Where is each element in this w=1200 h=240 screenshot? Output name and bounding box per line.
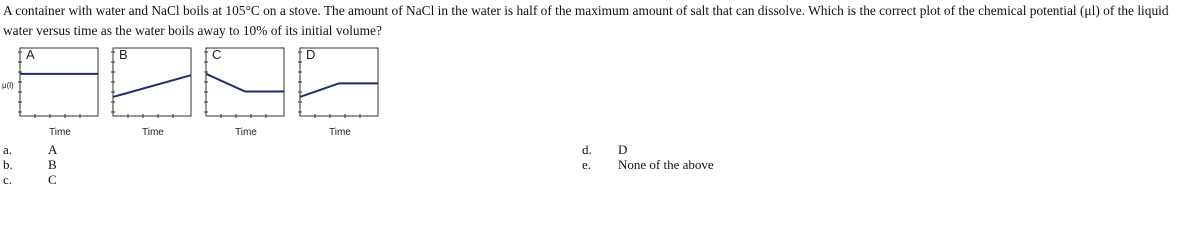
plot-panel-a	[18, 47, 98, 138]
panel-label: C	[212, 47, 222, 62]
option-letter: a.	[3, 142, 13, 157]
option-a[interactable]	[3, 142, 12, 158]
option-a-text: A	[48, 142, 58, 157]
x-axis-title: Time	[235, 127, 257, 138]
option-b-text: B	[48, 157, 57, 172]
panel-label: D	[306, 47, 316, 62]
panel-label: B	[119, 47, 128, 62]
option-letter: e.	[582, 157, 592, 172]
plot-panel-b	[111, 47, 191, 138]
option-c-text: C	[48, 172, 57, 187]
answer-plots-figure	[0, 42, 400, 142]
option-letter: c.	[3, 172, 13, 187]
y-axis-label: μ(l)	[2, 81, 14, 90]
plots-svg	[0, 42, 400, 142]
option-e[interactable]	[582, 157, 591, 173]
x-axis-title: Time	[49, 127, 71, 138]
option-d[interactable]	[582, 142, 592, 158]
plot-panel-d	[298, 47, 378, 138]
option-d-text: D	[618, 142, 628, 157]
option-b[interactable]	[3, 157, 13, 173]
option-letter: b.	[3, 157, 13, 172]
option-c[interactable]	[3, 172, 12, 188]
option-e-text: None of the above	[618, 157, 714, 172]
x-axis-title: Time	[142, 127, 164, 138]
option-letter: d.	[582, 142, 592, 157]
question-text: A container with water and NaCl boils at 105°C on a stove. The amount of NaCl in the water is half of the maximum amount of salt that can dissolve. Which is the correct plot of the chemical potential (μl) of the liquid water versus time as the water boils away to 10% of its initial volume?	[3, 3, 1169, 38]
x-axis-title: Time	[329, 127, 351, 138]
plot-panel-c	[204, 47, 284, 138]
panel-label: A	[26, 47, 35, 62]
